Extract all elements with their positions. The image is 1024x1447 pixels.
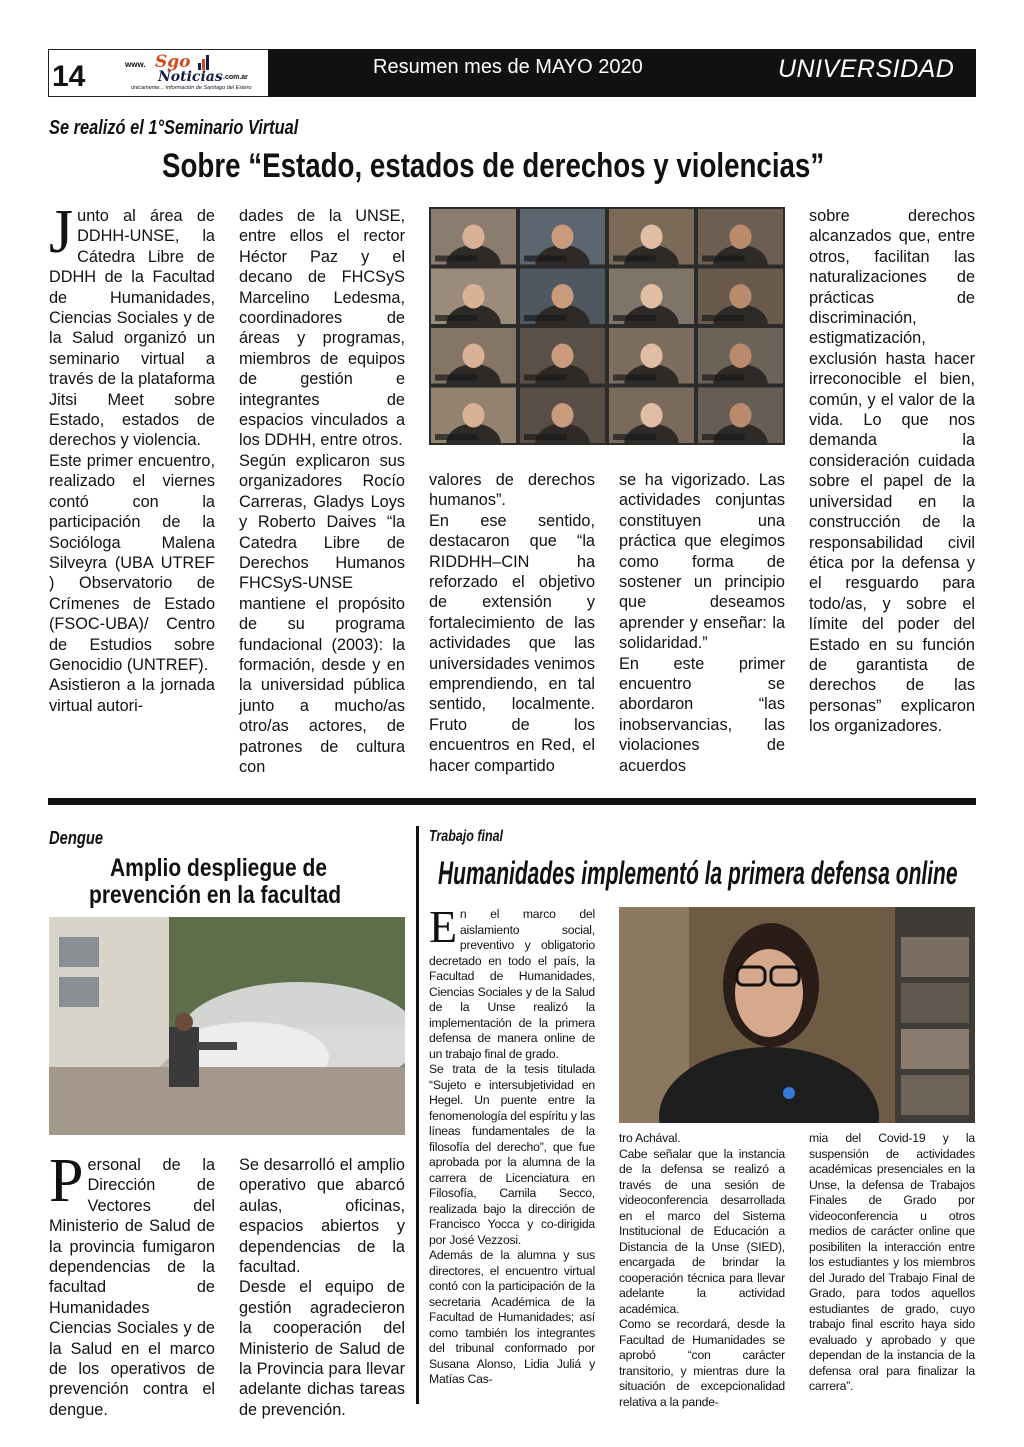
- name-label-bar: [524, 256, 567, 262]
- participant-face: [729, 344, 751, 368]
- participant-face: [551, 403, 573, 427]
- paragraph: unto al área de DDHH-UNSE, la Cátedra Libre de DDHH de la Facultad de Humanidades, Ciencias Sociales y de la Salud organizó un seminario virtual a través de la plataforma Jitsi Meet sobre Estado, estados de derechos y violencia.: [49, 207, 215, 450]
- article1-column-4: [619, 470, 785, 776]
- name-label-bar: [524, 434, 567, 440]
- fumigation-illustration: [49, 917, 405, 1135]
- name-label-bar: [702, 434, 745, 440]
- paragraph: ersonal de la Dirección de Vectores del Ministerio de Salud de la provincia fumigaron dependencias de la facultad de Humanidades Ciencias Sociales y de la Salud en el marco de los operativos de prevención contra el dengue.: [49, 1156, 215, 1419]
- article1-headline: Sobre “Estado, estados de derechos y violencias”: [162, 147, 825, 185]
- article1-column-2: [239, 206, 405, 777]
- name-label-bar: [702, 256, 745, 262]
- paragraph: valores de derechos humanos”.: [429, 471, 595, 510]
- name-label-bar: [613, 434, 656, 440]
- name-label-bar: [435, 256, 478, 262]
- name-label-bar: [524, 375, 567, 381]
- section-name: UNIVERSIDAD: [778, 55, 955, 83]
- article1-kicker: Se realizó el 1°Seminario Virtual: [49, 117, 299, 139]
- paragraph: Como se recordará, desde la Facultad de Humanidades se aprobó “con carácter transitorio, y mientras dure la situación de excepcionalidad relativa a la pande-: [619, 1317, 785, 1409]
- article2-column-1: [49, 1147, 215, 1420]
- article1-column-5: [809, 206, 975, 737]
- article2-column-2: [239, 1155, 405, 1420]
- paragraph: En ese sentido, destacaron que “la RIDDHH–CIN ha reforzado el objetivo de extensión y fortalecimiento de las actividades que las universidades venimos emprendiendo, en tal sentido, localmente. Fruto de los encuentros en Red, el hacer compartido: [429, 511, 595, 775]
- article3-kicker: Trabajo final: [429, 828, 503, 845]
- participant-face: [640, 403, 662, 427]
- online-defense-illustration: [619, 907, 975, 1123]
- paragraph: mia del Covid-19 y la suspensión de actividades académicas presenciales en la Unse, la defensa de Trabajos Finales de Grado por videoconferencia u otros medios de carácter online que posibiliten la interacción entre los estudiantes y los miembros del Jurado del Trabajo Final de Grado, para todos aquellos estudiantes de grado, cuyo trabajo final escrito haya sido evaluado y aprobado y que dependan de la instancia de la defensa oral para finalizar la carrera”.: [809, 1131, 975, 1393]
- paragraph: Cabe señalar que la instancia de la defensa se realizó a través de una sesión de videoconferencia desarrollada en el marco del Sistema Institucional de Educación a Distancia de la Unse (SIED), encargada de brindar la cooperación técnica para llevar adelante la actividad académica.: [619, 1146, 785, 1316]
- paragraph: Este primer encuentro, realizado el viernes contó con la participación de la Socióloga Malena Silveyra (UBA UTREF ) Observatorio de Crímenes de Estado (FSOC-UBA)/ Centro de Estudios sobre Genocidio (UNTREF).: [49, 451, 215, 674]
- paragraph: n el marco del aislamiento social, preventivo y obligatorio decretado en todo el país, la Facultad de Humanidades, Ciencias Sociales y de la Salud de la Unse realizó la implementación de la primera defensa de manera online de un trabajo final de grado.: [429, 907, 595, 1061]
- paragraph: dades de la UNSE, entre ellos el rector Héctor Paz y el decano de FHCSyS Marcelino Ledesma, coordinadores de áreas y programas, miembros de equipos de gestión e integrantes de espacios vinculados a los DDHH, entre otros.: [239, 207, 405, 450]
- paragraph: se ha vigorizado. Las actividades conjuntas constituyen una práctica que elegimos como forma de sostener un principio que deseamos aprender y enseñar: la solidaridad.”: [619, 471, 785, 653]
- article2-headline-line2: prevención en la facultad: [89, 881, 342, 909]
- drop-cap: J: [49, 198, 74, 266]
- signal-bars-icon: [198, 54, 212, 70]
- participant-face: [640, 344, 662, 368]
- paragraph: En este primer encuentro se abordaron “las inobservancias, las violaciones de acuerdos: [619, 654, 785, 775]
- participant-face: [462, 284, 484, 308]
- paragraph: Asistieron a la jornada virtual autori-: [49, 676, 215, 715]
- name-label-bar: [613, 315, 656, 321]
- participant-face: [551, 344, 573, 368]
- sgo-noticias-logo[interactable]: www. Sgo Noticias .com.ar únicamente... Información de Santiago del Estero: [125, 52, 252, 91]
- participant-face: [551, 284, 573, 308]
- drop-cap: E: [429, 901, 457, 952]
- participant-face: [729, 284, 751, 308]
- name-label-bar: [435, 434, 478, 440]
- name-label-bar: [613, 375, 656, 381]
- page-number: 14: [52, 60, 86, 93]
- column-divider: [416, 826, 419, 1404]
- participant-face: [462, 403, 484, 427]
- seminar-videoconference-photo: [429, 207, 785, 445]
- participant-face: [729, 225, 751, 249]
- paragraph: Se trata de la tesis titulada “Sujeto e intersubjetividad en Hegel. Un puente entre la fenomenología del espíritu y las líneas fundamentales de la filosofía del derecho”, que fue aprobada por la alumna de la carrera de Licenciatura en Filosofía, Camila Secco, realizada bajo la dirección de Francisco Yocca y co-dirigida por José Vezzosi.: [429, 1062, 595, 1247]
- drop-cap: P: [49, 1147, 84, 1215]
- paragraph: Además de la alumna y sus directores, el encuentro virtual contó con la participación de la secretaria Académica de la Facultad de Humanidades; así como también los integrantes del tribunal conformado por Susana Alonso, Lidia Juliá y Matías Cas-: [429, 1248, 595, 1386]
- participant-face: [462, 225, 484, 249]
- article3-column-3: [809, 1131, 975, 1395]
- participant-face: [551, 225, 573, 249]
- participant-face: [640, 284, 662, 308]
- paragraph: sobre derechos alcanzados que, entre otros, facilitan las naturalizaciones de prácticas de discriminación, estigmatización, exclusión hasta hacer irreconocible el bien, común, y el valor de la vida. Lo que nos demanda la consideración cuidada sobre el papel de la universidad en la construcción de la responsabilidad civil ética por la defensa y el resguardo para todo/as, y sobre el límite del poder del Estado en su función de garantista de derechos de las personas” explicaron los organizadores.: [809, 207, 975, 736]
- participant-face: [640, 225, 662, 249]
- article3-headline: Humanidades implementó la primera defensa online: [438, 855, 958, 891]
- issue-title: Resumen mes de MAYO 2020: [373, 56, 643, 78]
- paragraph: tro Achával.: [619, 1131, 681, 1145]
- article2-kicker: Dengue: [49, 828, 104, 848]
- name-label-bar: [702, 315, 745, 321]
- article3-column-1: [429, 901, 595, 1388]
- name-label-bar: [524, 315, 567, 321]
- name-label-bar: [435, 375, 478, 381]
- section-divider: [48, 798, 976, 805]
- participant-face: [462, 344, 484, 368]
- paragraph: Según explicaron sus organizadores Rocío Carreras, Gladys Loys y Roberto Daives “la Catedra Libre de Derechos Humanos FHCSyS-UNSE mantiene el propósito de su programa fundacional (2003): la formación, desde y en la universidad pública junto a mucho/as otro/as actores, de patrones de cultura con: [239, 451, 405, 776]
- participant-face: [729, 403, 751, 427]
- video-grid-illustration: [429, 207, 785, 445]
- paragraph: Se desarrolló el amplio operativo que abarcó aulas, oficinas, espacios abiertos y dependencias de la facultad.: [239, 1156, 405, 1277]
- article3-column-2: [619, 1131, 785, 1410]
- name-label-bar: [435, 315, 478, 321]
- name-label-bar: [613, 256, 656, 262]
- article1-column-1: [49, 198, 215, 716]
- name-label-bar: [702, 375, 745, 381]
- article1-column-3: [429, 470, 595, 776]
- online-defense-photo: [619, 907, 975, 1123]
- paragraph: Desde el equipo de gestión agradecieron la cooperación del Ministerio de Salud de la Provincia para llevar adelante dichas tareas de prevención.: [239, 1278, 405, 1419]
- fumigation-photo: [49, 917, 405, 1135]
- article2-headline-line1: Amplio despliegue de: [110, 854, 328, 882]
